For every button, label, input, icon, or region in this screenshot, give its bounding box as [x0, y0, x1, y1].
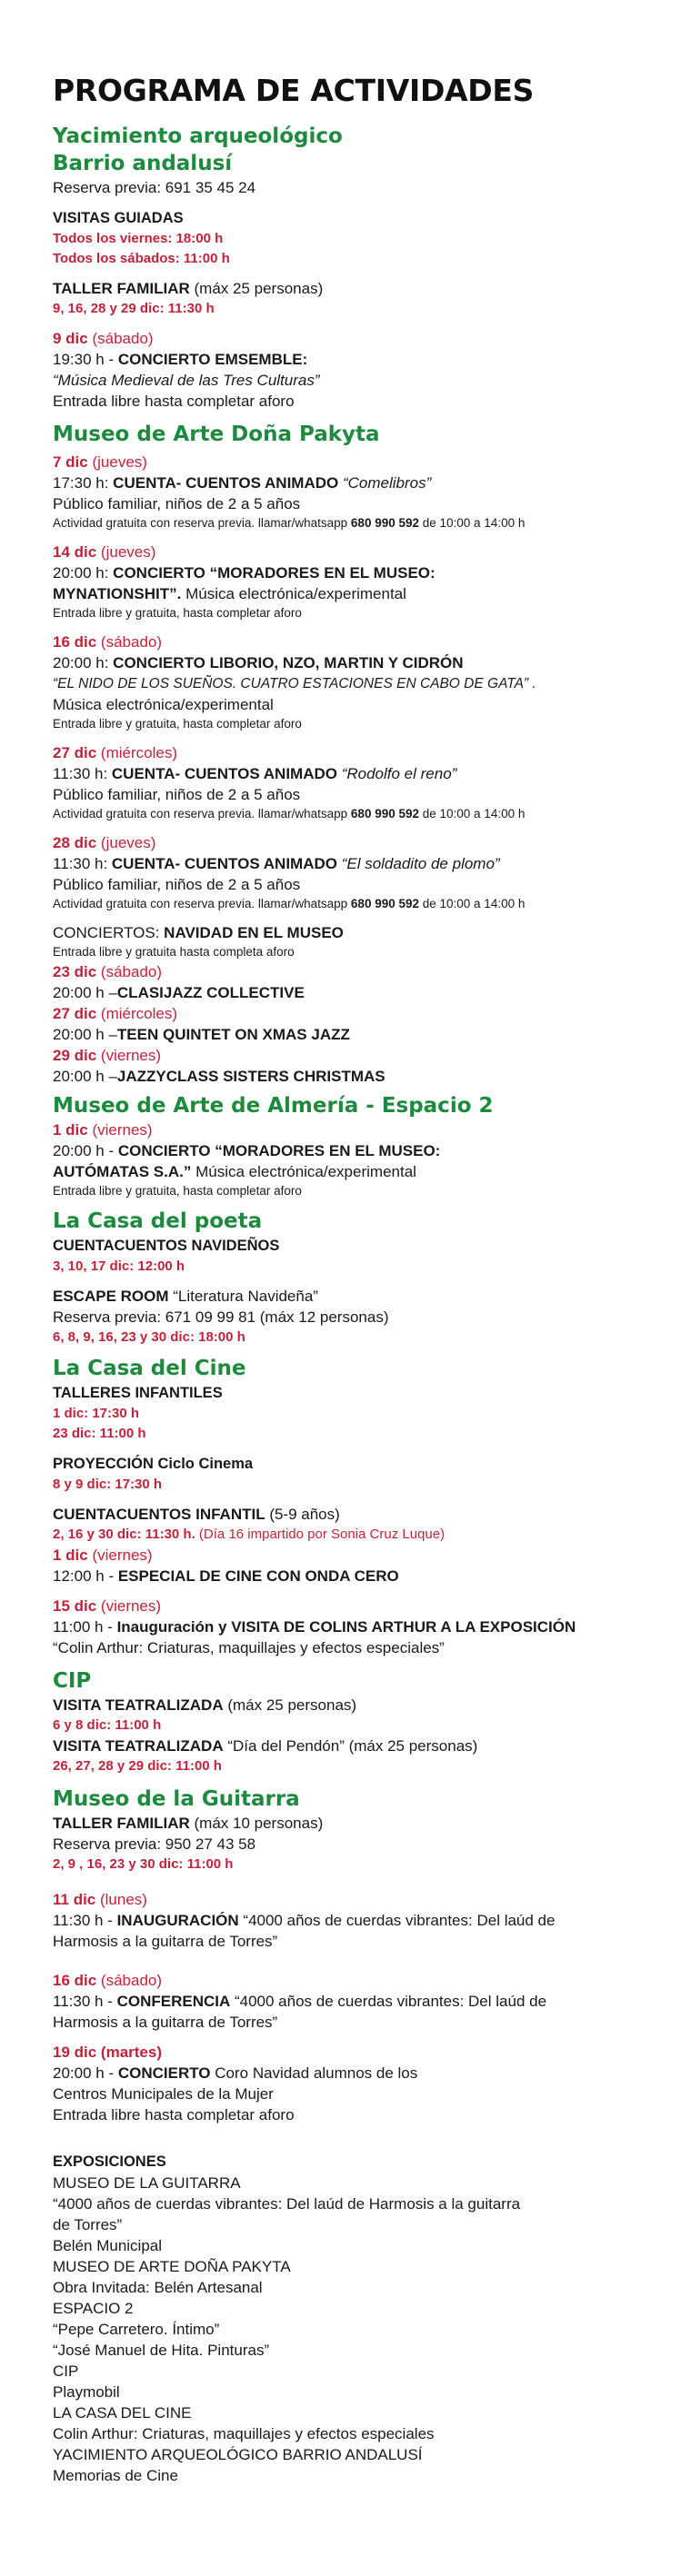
event-date-day: 28 dic	[53, 834, 97, 851]
event-genre: Música electrónica/experimental	[181, 585, 406, 602]
activity-title: “Día del Pendón” (máx 25 personas)	[223, 1737, 478, 1755]
activity-capacity: (máx 10 personas)	[189, 1815, 324, 1832]
event-date-day: 23 dic	[53, 963, 97, 980]
event-date-day: 27 dic	[53, 744, 97, 761]
event-time: 12:00 h -	[53, 1567, 118, 1585]
section-title: Museo de Arte Doña Pakyta	[53, 423, 380, 446]
activity-name: TALLER FAMILIAR	[53, 1815, 190, 1832]
event-line	[53, 1910, 646, 1931]
event-date-day: 16 dic	[53, 633, 97, 651]
activity-schedule: 6 y 8 dic: 11:00 h	[53, 1717, 162, 1733]
event-date	[53, 1889, 646, 1910]
exhibition-line: Memorias de Cine	[53, 2467, 178, 2484]
event-title: “4000 años de cuerdas vibrantes: Del laúd de	[238, 1912, 556, 1929]
event-time: 11:30 h:	[53, 765, 112, 782]
section-yacimiento	[53, 123, 646, 412]
event-line	[53, 2063, 646, 2084]
event-note-hours: de 10:00 a 14:00 h	[419, 897, 526, 910]
section-pakyta	[53, 421, 646, 1087]
exhibition-line: “4000 años de cuerdas vibrantes: Del laúd de Harmosis a la guitarra	[53, 2195, 521, 2213]
exhibition-line: LA CASA DEL CINE	[53, 2404, 192, 2422]
activity-schedule	[53, 1525, 646, 1545]
section-title-line-1: Yacimiento arqueológico	[53, 124, 343, 148]
event-name: CONFERENCIA	[116, 1993, 231, 2010]
event-title: “El soldadito de plomo”	[341, 855, 500, 872]
activity-schedule: Todos los viernes: 18:00 h	[53, 231, 224, 246]
exhibition-line: Belén Municipal	[53, 2237, 163, 2254]
event-note	[53, 805, 646, 823]
event-date: 19 dic (martes)	[53, 2044, 162, 2061]
section-title: Museo de Arte de Almería - Espacio 2	[53, 1094, 494, 1118]
event-name: INAUGURACIÓN	[116, 1912, 239, 1929]
event-date-day: 9 dic	[53, 330, 88, 347]
section-title: La Casa del Cine	[53, 1357, 246, 1380]
event-weekday: (jueves)	[96, 543, 156, 561]
event-name: CUENTA- CUENTOS ANIMADO	[111, 765, 342, 782]
event-date	[53, 542, 646, 562]
activity-schedule: 6, 8, 9, 16, 23 y 30 dic: 18:00 h	[53, 1329, 245, 1345]
event-name-cont: MYNATIONSHIT”.	[53, 585, 182, 602]
event-note-hours: de 10:00 a 14:00 h	[419, 807, 526, 821]
event-time: 11:00 h -	[53, 1618, 117, 1636]
section-title-line-2: Barrio andalusí	[53, 152, 233, 175]
event-weekday: (miércoles)	[96, 744, 177, 761]
event-time: 11:30 h -	[53, 1993, 117, 2010]
section-exposiciones	[53, 2151, 646, 2486]
event-date	[53, 1119, 646, 1140]
activity-schedule: 2, 9 , 16, 23 y 30 dic: 11:00 h	[53, 1856, 234, 1872]
activity-name: PROYECCIÓN Ciclo Cinema	[53, 1456, 254, 1472]
activity-line	[53, 1286, 646, 1307]
event-weekday: (jueves)	[96, 834, 156, 851]
event-audience: Público familiar, niños de 2 a 5 años	[53, 876, 301, 893]
event-note-text: Actividad gratuita con reserva previa. llamar/whatsapp	[53, 516, 351, 530]
event-name: ESPECIAL DE CINE CON ONDA CERO	[117, 1567, 399, 1585]
event-weekday: (sábado)	[96, 633, 163, 651]
exhibition-line: YACIMIENTO ARQUEOLÓGICO BARRIO ANDALUSÍ	[53, 2446, 423, 2463]
event-date	[53, 832, 646, 853]
activity-schedule: 8 y 9 dic: 17:30 h	[53, 1477, 163, 1492]
event-weekday: (viernes)	[96, 1047, 162, 1064]
activity-name: CUENTACUENTOS INFANTIL	[53, 1506, 265, 1523]
event-name: CLASIJAZZ COLLECTIVE	[116, 984, 305, 1001]
event-name: CONCIERTO	[117, 2064, 211, 2082]
event-subtitle: “Música Medieval de las Tres Culturas”	[53, 372, 320, 389]
event-weekday: (miércoles)	[96, 1005, 177, 1022]
activity-name: VISITA TEATRALIZADA	[53, 1696, 224, 1714]
activity-schedule: 9, 16, 28 y 29 dic: 11:30 h	[53, 301, 215, 316]
activity-line	[53, 1695, 646, 1716]
event-weekday: (lunes)	[95, 1891, 147, 1908]
activity-schedule: 23 dic: 11:00 h	[53, 1426, 146, 1441]
activity-schedule: 26, 27, 28 y 29 dic: 11:00 h	[53, 1758, 222, 1774]
event-genre: Música electrónica/experimental	[53, 696, 274, 713]
event-name: CUENTA- CUENTOS ANIMADO	[111, 855, 342, 872]
event-note-text: Actividad gratuita con reserva previa. llamar/whatsapp	[53, 897, 351, 910]
event-subtitle: “Colin Arthur: Criaturas, maquillajes y efectos especiales”	[53, 1639, 445, 1656]
event-date	[53, 632, 646, 652]
activity-capacity: (máx 25 personas)	[223, 1696, 357, 1714]
activity-name: TALLERES INFANTILES	[53, 1385, 223, 1401]
event-line	[53, 1566, 646, 1586]
section-cip	[53, 1667, 646, 1776]
event-name-cont: AUTÓMATAS S.A.”	[53, 1163, 192, 1180]
event-title-cont: Centros Municipales de la Mujer	[53, 2085, 274, 2103]
event-line	[53, 349, 646, 370]
activity-note: (Día 16 impartido por Sonia Cruz Luque)	[195, 1527, 446, 1542]
event-date-day: 15 dic	[53, 1597, 97, 1615]
event-weekday: (viernes)	[96, 1597, 162, 1615]
section-title: La Casa del poeta	[53, 1209, 263, 1233]
event-phone: 680 990 592	[350, 807, 419, 821]
exhibition-line: “Pepe Carretero. Íntimo”	[53, 2321, 220, 2338]
event-date-day: 16 dic	[53, 1972, 97, 1989]
reservation-phone: Reserva previa: 950 27 43 58	[53, 1835, 256, 1853]
event-date-day: 1 dic	[53, 1547, 88, 1564]
exhibition-line: CIP	[53, 2362, 79, 2380]
section-title: CIP	[53, 1669, 92, 1693]
event-date	[53, 328, 646, 349]
event-note: Entrada libre y gratuita, hasta completar aforo	[53, 1184, 302, 1198]
event-weekday: (viernes)	[87, 1547, 153, 1564]
event-date	[53, 1596, 646, 1616]
event-note-hours: de 10:00 a 14:00 h	[419, 516, 526, 530]
activity-name: VISITA TEATRALIZADA	[53, 1737, 224, 1755]
event-line	[53, 562, 646, 583]
section-title: Museo de la Guitarra	[53, 1787, 300, 1811]
event-note: Entrada libre y gratuita, hasta completar aforo	[53, 717, 302, 731]
event-time: 11:30 h -	[53, 1912, 117, 1929]
event-title: “4000 años de cuerdas vibrantes: Del laúd de	[230, 1993, 547, 2010]
event-time: 20:00 h –	[53, 1026, 117, 1043]
event-date-day: 1 dic	[53, 1121, 88, 1139]
event-title: “EL NIDO DE LOS SUEÑOS. CUATRO ESTACIONES EN CABO DE GATA” .	[53, 676, 536, 691]
concert-series-name: NAVIDAD EN EL MUSEO	[164, 924, 344, 941]
event-title: “Rodolfo el reno”	[341, 765, 457, 782]
exhibition-line: Playmobil	[53, 2383, 120, 2401]
event-line	[53, 982, 646, 1003]
reservation-phone: Reserva previa: 671 09 99 81 (máx 12 personas)	[53, 1308, 389, 1326]
event-line	[53, 1616, 646, 1637]
event-title-cont: Harmosis a la guitarra de Torres”	[53, 2014, 278, 2031]
section-museo-guitarra	[53, 1785, 646, 2125]
event-note: Entrada libre y gratuita, hasta completar aforo	[53, 606, 302, 620]
event-time: 17:30 h:	[53, 474, 114, 492]
event-note	[53, 895, 646, 913]
event-note: Entrada libre y gratuita hasta completa aforo	[53, 945, 295, 959]
event-line	[53, 472, 646, 493]
exhibition-line: “José Manuel de Hita. Pinturas”	[53, 2342, 270, 2359]
event-note-text: Actividad gratuita con reserva previa. llamar/whatsapp	[53, 807, 351, 821]
event-name: CONCIERTO “MORADORES EN EL MUSEO:	[117, 1142, 441, 1159]
event-date-day: 14 dic	[53, 543, 97, 561]
event-date	[53, 961, 646, 982]
event-line	[53, 1024, 646, 1045]
reservation-phone: Reserva previa: 691 35 45 24	[53, 179, 256, 196]
event-weekday: (sábado)	[96, 963, 163, 980]
event-date	[53, 1970, 646, 1991]
activity-name: TALLER FAMILIAR	[53, 280, 190, 297]
section-heading: EXPOSICIONES	[53, 2153, 166, 2170]
activity-line	[53, 1504, 646, 1525]
event-line	[53, 1140, 646, 1161]
activity-line	[53, 1813, 646, 1834]
event-weekday: (sábado)	[87, 330, 154, 347]
event-time: 20:00 h -	[53, 1142, 118, 1159]
event-title: Coro Navidad alumnos de los	[210, 2064, 418, 2082]
event-date-day: 11 dic	[53, 1891, 96, 1908]
section-espacio-2	[53, 1092, 646, 1200]
event-weekday: (sábado)	[96, 1972, 163, 1989]
event-time: 20:00 h –	[53, 984, 117, 1001]
event-title-cont: Harmosis a la guitarra de Torres”	[53, 1933, 278, 1950]
event-name: JAZZYCLASS SISTERS CHRISTMAS	[116, 1068, 386, 1085]
event-time: 11:30 h:	[53, 855, 112, 872]
event-phone: 680 990 592	[350, 516, 419, 530]
event-date-day: 29 dic	[53, 1047, 97, 1064]
exhibition-line: Obra Invitada: Belén Artesanal	[53, 2279, 263, 2296]
event-weekday: (viernes)	[87, 1121, 153, 1139]
exhibition-line: ESPACIO 2	[53, 2300, 134, 2317]
activity-age: (5-9 años)	[265, 1506, 340, 1523]
event-time: 20:00 h –	[53, 1068, 117, 1085]
event-line	[53, 1161, 646, 1182]
event-name: Inauguración y VISITA DE COLINS ARTHUR A LA EXPOSICIÓN	[116, 1618, 576, 1636]
event-name: CONCIERTO “MORADORES EN EL MUSEO:	[113, 564, 436, 582]
event-weekday: (jueves)	[87, 453, 147, 471]
event-line	[53, 652, 646, 673]
event-entry-note: Entrada libre hasta completar aforo	[53, 393, 295, 410]
event-time: 19:30 h -	[53, 351, 118, 368]
event-audience: Público familiar, niños de 2 a 5 años	[53, 495, 301, 512]
exhibition-line: de Torres”	[53, 2216, 123, 2233]
section-title	[53, 123, 646, 177]
event-genre: Música electrónica/experimental	[191, 1163, 416, 1180]
event-date	[53, 1545, 646, 1566]
event-time: 20:00 h -	[53, 2064, 118, 2082]
activity-name: CUENTACUENTOS NAVIDEÑOS	[53, 1238, 280, 1254]
concert-series	[53, 922, 646, 943]
event-name: CONCIERTO LIBORIO, NZO, MARTIN Y CIDRÓN	[113, 654, 464, 671]
event-entry-note: Entrada libre hasta completar aforo	[53, 2106, 295, 2123]
exhibition-line: Colin Arthur: Criaturas, maquillajes y efectos especiales	[53, 2425, 435, 2442]
exhibition-line: MUSEO DE ARTE DOÑA PAKYTA	[53, 2258, 291, 2275]
event-title: “Comelibros”	[342, 474, 432, 492]
event-date	[53, 742, 646, 763]
concert-series-label: CONCIERTOS:	[53, 924, 165, 941]
event-phone: 680 990 592	[350, 897, 419, 910]
activity-dates: 2, 16 y 30 dic: 11:30 h.	[53, 1527, 195, 1542]
activity-schedule: 1 dic: 17:30 h	[53, 1406, 140, 1421]
event-time: 20:00 h:	[53, 564, 114, 582]
event-line	[53, 1991, 646, 2012]
activity-name: ESCAPE ROOM	[53, 1288, 169, 1305]
activity-schedule: Todos los sábados: 11:00 h	[53, 251, 230, 266]
page-title: PROGRAMA DE ACTIVIDADES	[53, 73, 535, 108]
event-date-day: 27 dic	[53, 1005, 97, 1022]
event-line	[53, 1066, 646, 1087]
event-time: 20:00 h:	[53, 654, 114, 671]
event-line	[53, 763, 646, 784]
event-date	[53, 1003, 646, 1024]
event-note	[53, 514, 646, 532]
activity-schedule: 3, 10, 17 dic: 12:00 h	[53, 1258, 185, 1274]
event-line	[53, 583, 646, 604]
activity-capacity: (máx 25 personas)	[189, 280, 324, 297]
exhibition-line: MUSEO DE LA GUITARRA	[53, 2174, 241, 2192]
event-date-day: 7 dic	[53, 453, 88, 471]
activity-name: VISITAS GUIADAS	[53, 210, 184, 226]
event-line	[53, 853, 646, 874]
event-name: CUENTA- CUENTOS ANIMADO	[113, 474, 343, 492]
section-casa-poeta	[53, 1208, 646, 1348]
event-date	[53, 452, 646, 472]
activity-line	[53, 278, 646, 299]
event-audience: Público familiar, niños de 2 a 5 años	[53, 786, 301, 803]
event-date	[53, 1045, 646, 1066]
event-name: TEEN QUINTET ON XMAS JAZZ	[116, 1026, 350, 1043]
event-name: CONCIERTO EMSEMBLE:	[117, 351, 308, 368]
activity-line	[53, 1736, 646, 1756]
section-casa-cine	[53, 1355, 646, 1658]
activity-title: “Literatura Navideña”	[168, 1288, 318, 1305]
